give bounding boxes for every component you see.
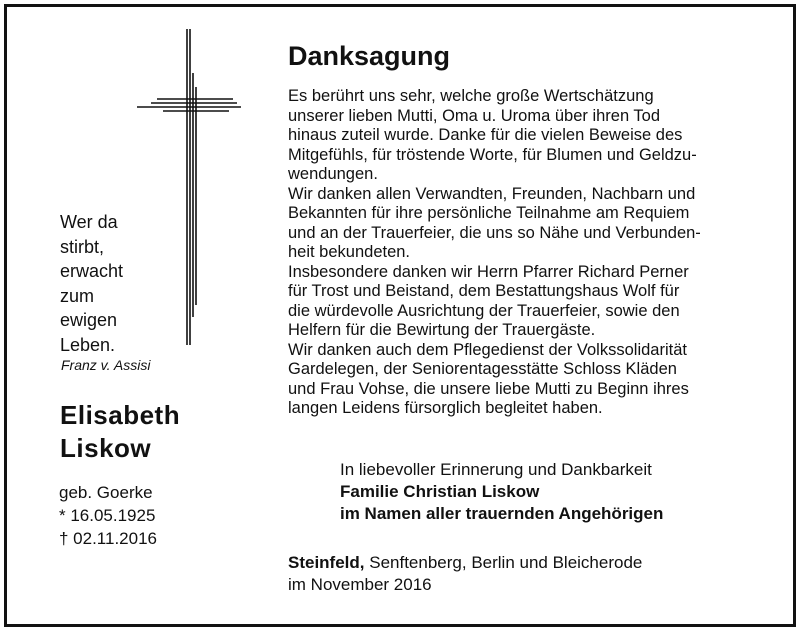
first-name: Elisabeth [60,400,181,430]
notice-title: Danksagung [288,41,451,71]
quote-line: ewigen [60,310,118,330]
obituary-notice [4,4,796,627]
death-date: † 02.11.2016 [59,529,157,548]
paragraph-line: langen Leidens fürsorglich begleitet haben. [288,399,603,417]
relatives-line: im Namen aller trauernden Angehörigen [340,504,664,523]
paragraph-line: Mitgefühls, für tröstende Worte, für Blumen und Geldzu- [288,145,697,164]
paragraph-line: unserer lieben Mutti, Oma u. Uroma über ihren Tod [288,106,661,125]
paragraph-line: die würdevolle Ausrichtung der Trauerfeier, sowie den [288,301,680,320]
deceased-name [60,399,180,465]
paragraph-line: Wir danken auch dem Pflegedienst der Volkssolidarität [288,340,687,359]
paragraph-line: Insbesondere danken wir Herrn Pfarrer Richard Perner [288,262,689,281]
signature-intro: In liebevoller Erinnerung und Dankbarkeit [340,460,652,479]
paragraph-line: Es berührt uns sehr, welche große Wertschätzung [288,87,654,105]
paragraph-line: Wir danken allen Verwandten, Freunden, Nachbarn und [288,184,696,203]
family-name: Familie Christian Liskow [340,482,540,501]
paragraph-line: heit bekundeten. [288,243,411,261]
signature-block [340,459,663,525]
paragraph-line: Bekannten für ihre persönliche Teilnahme am Requiem [288,204,690,222]
place-bold: Steinfeld, [288,553,365,572]
notice-date: im November 2016 [288,575,432,594]
quote-line: stirbt, [60,236,105,257]
birth-date: * 16.05.1925 [59,506,156,525]
quote-line: zum [60,285,95,306]
paragraph-line: Gardelegen, der Seniorentagesstätte Schloss Kläden [288,360,677,378]
location-date [288,552,642,596]
paragraph-line: wendungen. [288,165,378,183]
paragraph-line: und an der Trauerfeier, die uns so Nähe und Verbunden- [288,223,701,242]
places-rest: Senftenberg, Berlin und Bleicherode [364,553,643,572]
paragraph-line: für Trost und Beistand, dem Bestattungshaus Wolf für [288,282,680,300]
quote-attribution: Franz v. Assisi [61,357,151,373]
quote-line: erwacht [60,261,124,281]
last-name: Liskow [60,433,152,463]
quote [60,210,123,357]
cross-icon [133,27,245,347]
paragraph-line: hinaus zuteil wurde. Danke für die vielen Beweise des [288,126,683,144]
paragraph-line: und Frau Vohse, die unsere liebe Mutti zu Beginn ihres [288,379,689,398]
thanks-paragraph [288,87,701,419]
paragraph-line: Helfern für die Bewirtung der Trauergäste. [288,321,596,339]
life-dates [59,481,157,550]
places [288,552,642,574]
birth-name: geb. Goerke [59,483,153,502]
quote-line: Leben. [60,334,116,355]
quote-line: Wer da [60,212,118,232]
